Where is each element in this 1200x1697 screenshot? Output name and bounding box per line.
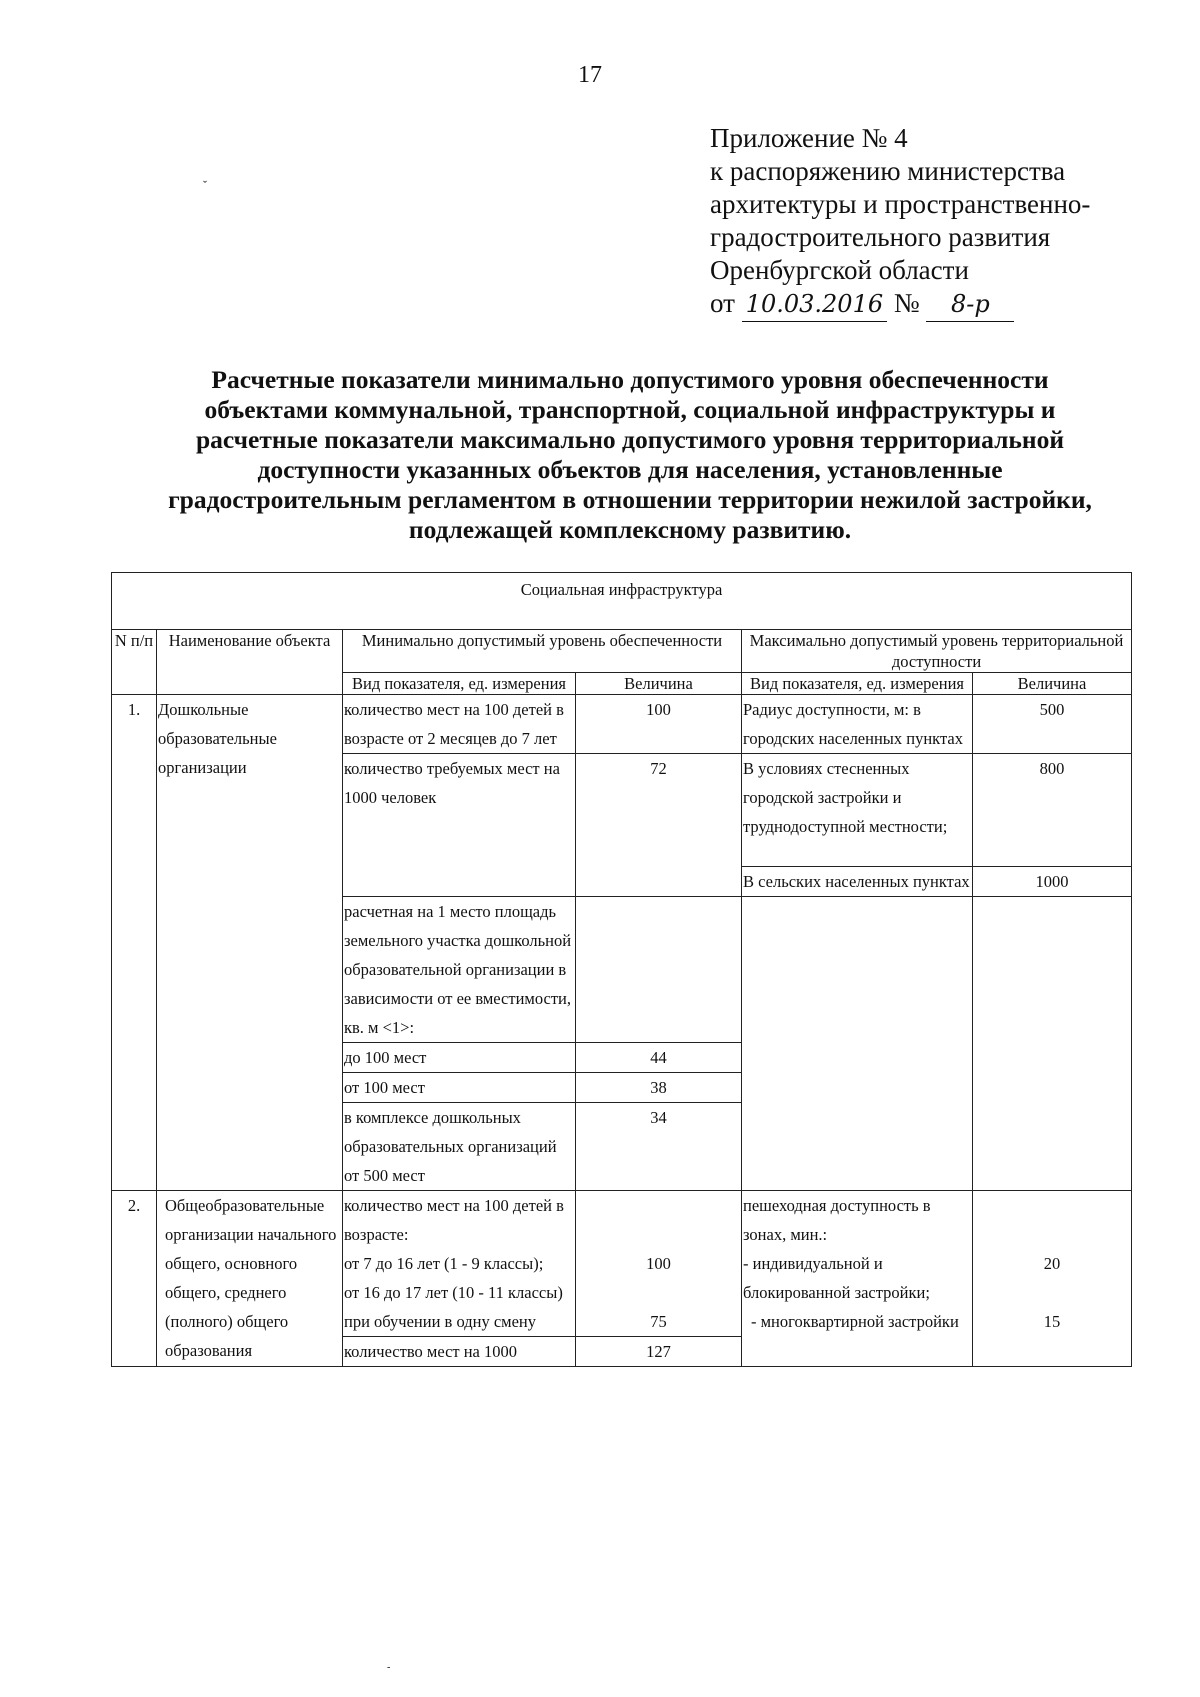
title-line: подлежащей комплексному развитию.: [408, 515, 852, 544]
max-value: 800: [973, 754, 1132, 867]
max-value-empty: [973, 897, 1132, 1191]
max-indicator: В сельских населенных пунктах: [742, 867, 973, 897]
scan-mark: -: [387, 1662, 391, 1673]
min-value: 34: [576, 1103, 742, 1191]
object-name: Общеобразовательные организации начального общего, основного общего, среднего (полного) общего образования: [157, 1191, 343, 1367]
min-value-empty: [576, 897, 742, 1043]
number-label: №: [893, 288, 920, 318]
min-indicator: от 100 мест: [343, 1073, 576, 1103]
row-number: 2.: [112, 1191, 157, 1367]
appendix-line: градостроительного развития: [710, 222, 1051, 252]
max-indicator-empty: [742, 897, 973, 1191]
min-value-part: 75: [650, 1312, 667, 1331]
max-indicator-part: пешеходная доступность в зонах, мин.:: [743, 1196, 931, 1244]
min-indicator: [343, 1191, 576, 1337]
appendix-block: [710, 122, 1090, 322]
header-min-group: Минимально допустимый уровень обеспеченности: [343, 630, 742, 673]
appendix-line: Оренбургской области: [710, 255, 969, 285]
social-infrastructure-table: [111, 572, 1132, 1367]
min-indicator: расчетная на 1 место площадь земельного участка дошкольной образовательной организации в зависимости от ее вместимости, кв. м <1>:: [343, 897, 576, 1043]
handwritten-number: 8-р: [926, 288, 1014, 322]
min-value-part: 100: [646, 1254, 671, 1273]
min-value: 127: [576, 1337, 742, 1367]
max-indicator: В условиях стесненных городской застройки и труднодоступной местности;: [742, 754, 973, 867]
table-row: [112, 695, 1132, 754]
title-line: объектами коммунальной, транспортной, социальной инфраструктуры и: [204, 395, 1056, 424]
title-line: расчетные показатели максимально допустимого уровня территориальной: [195, 425, 1065, 454]
header-min-value: Величина: [576, 673, 742, 695]
max-value-part: 20: [1043, 1254, 1061, 1273]
max-indicator-part: - многоквартирной застройки: [751, 1312, 959, 1331]
scan-mark: ˇ: [203, 178, 207, 192]
header-max-indicator: Вид показателя, ед. измерения: [742, 673, 973, 695]
max-value-part: 15: [1043, 1312, 1061, 1331]
min-indicator-part: от 7 до 16 лет (1 - 9 классы);: [344, 1254, 544, 1273]
min-value: 44: [576, 1043, 742, 1073]
header-num: N п/п: [112, 630, 157, 695]
header-name: Наименование объекта: [157, 630, 343, 695]
title-line: доступности указанных объектов для населения, установленные: [257, 455, 1003, 484]
max-indicator: [742, 1191, 973, 1367]
handwritten-date: 10.03.2016: [742, 288, 887, 322]
row-number: 1.: [112, 695, 157, 1191]
min-indicator: количество мест на 100 детей в возрасте от 2 месяцев до 7 лет: [343, 695, 576, 754]
header-min-indicator: Вид показателя, ед. измерения: [343, 673, 576, 695]
max-indicator-part: - индивидуальной и блокированной застройки;: [743, 1254, 930, 1302]
min-indicator: количество мест на 1000: [343, 1337, 576, 1367]
min-value: 72: [576, 754, 742, 897]
max-indicator: Радиус доступности, м: в городских населенных пунктах: [742, 695, 973, 754]
from-label: от: [710, 288, 735, 318]
header-max-group: Максимально допустимый уровень территориальной доступности: [742, 630, 1132, 673]
max-value: 500: [973, 695, 1132, 754]
header-max-value: Величина: [973, 673, 1132, 695]
min-indicator-part: количество мест на 100 детей в возрасте:: [344, 1196, 564, 1244]
appendix-date-line: [710, 287, 1090, 322]
table-caption: Социальная инфраструктура: [112, 573, 1132, 630]
appendix-line: архитектуры и пространственно-: [710, 189, 1091, 219]
title-line: Расчетные показатели минимально допустимого уровня обеспеченности: [211, 365, 1049, 394]
page-number: 17: [578, 62, 602, 88]
document-title: [90, 365, 1170, 545]
appendix-line: к распоряжению министерства: [710, 156, 1066, 186]
max-value: 1000: [973, 867, 1132, 897]
table-row: [112, 1191, 1132, 1337]
min-value: 100: [576, 695, 742, 754]
min-value: 38: [576, 1073, 742, 1103]
min-indicator: в комплексе дошкольных образовательных организаций от 500 мест: [343, 1103, 576, 1191]
min-indicator-part: от 16 до 17 лет (10 - 11 классы) при обучении в одну смену: [344, 1283, 563, 1331]
title-line: градостроительным регламентом в отношении территории нежилой застройки,: [168, 485, 1092, 514]
min-indicator: до 100 мест: [343, 1043, 576, 1073]
appendix-line: Приложение № 4: [710, 123, 908, 153]
max-value: [973, 1191, 1132, 1367]
min-value: [576, 1191, 742, 1337]
object-name: Дошкольные образовательные организации: [157, 695, 343, 1191]
min-indicator: количество требуемых мест на 1000 человек: [343, 754, 576, 897]
